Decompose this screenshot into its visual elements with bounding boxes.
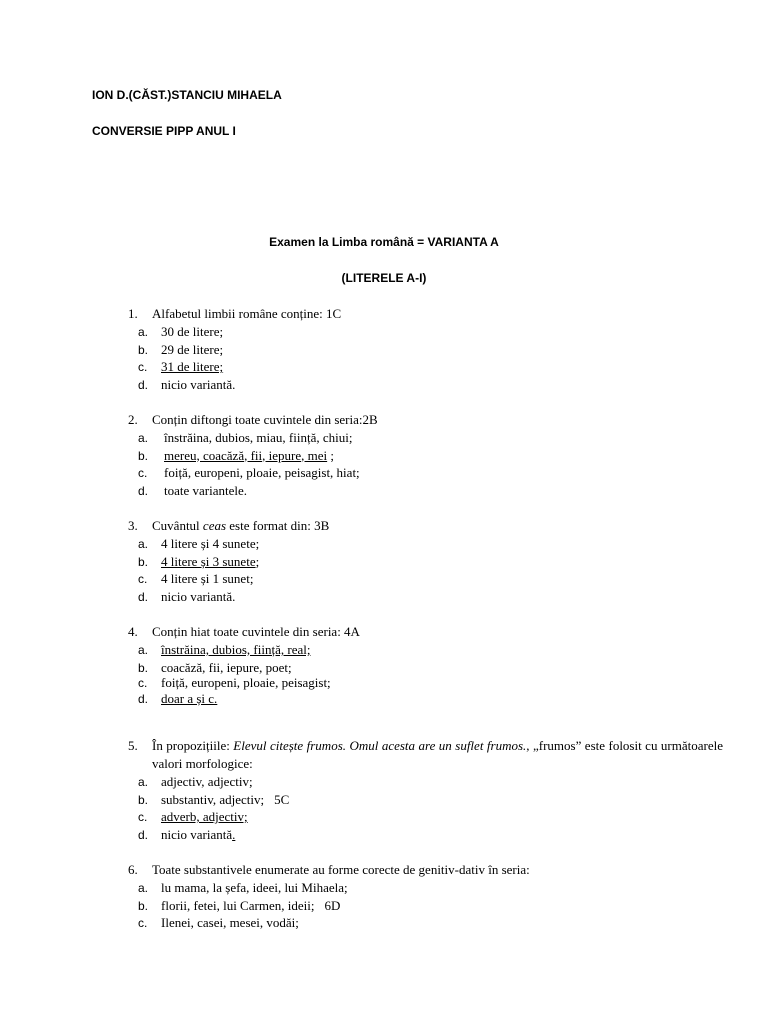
question-number: 4.: [128, 624, 138, 639]
option-c: c. adverb, adjectiv;: [138, 809, 248, 824]
question-2: [128, 411, 723, 499]
option-c: c. foiță, europeni, ploaie, peisagist;: [138, 675, 331, 690]
answer-code: 5C: [274, 791, 290, 807]
option-b: b. 4 litere și 3 sunete;: [138, 553, 260, 569]
question-3: [128, 517, 723, 605]
option-a: a. adjectiv, adjectiv;: [138, 774, 253, 789]
option-d: d. nicio variantă.: [138, 376, 236, 392]
program-name: CONVERSIE PIPP ANUL I: [92, 124, 236, 138]
question-text: Conțin diftongi toate cuvintele din seria:2B: [152, 412, 378, 427]
option-d: d. nicio variantă.: [138, 588, 236, 604]
option-d: d. doar a și c.: [138, 690, 218, 706]
student-name: ION D.(CĂST.)STANCIU MIHAELA: [92, 88, 282, 102]
option-b: b. 29 de litere;: [138, 341, 224, 357]
option-b: b. substantiv, adjectiv; 5C: [138, 791, 290, 807]
option-b: b. florii, fetei, lui Carmen, ideii; 6D: [138, 897, 341, 913]
option-c: c. Ilenei, casei, mesei, vodăi;: [138, 915, 299, 930]
option-a: a. 30 de litere;: [138, 324, 224, 339]
option-c: c. foiță, europeni, ploaie, peisagist, hiat;: [138, 465, 360, 480]
question-text: Alfabetul limbii române conține: 1C: [152, 306, 342, 321]
question-number: 5.: [128, 738, 138, 753]
question-number: 3.: [128, 518, 138, 533]
question-5: [128, 737, 723, 843]
exam-title: Examen la Limba română = VARIANTA A: [269, 235, 499, 249]
option-a: a. înstrăina, dubios, miau, ființă, chiui;: [138, 430, 353, 445]
question-number: 2.: [128, 412, 138, 427]
question-text: Toate substantivele enumerate au forme corecte de genitiv-dativ în seria:: [152, 862, 530, 877]
option-b: b. coacăză, fii, iepure, poet;: [138, 659, 292, 675]
question-text: Conțin hiat toate cuvintele din seria: 4A: [152, 624, 360, 639]
question-1: [128, 305, 723, 393]
option-b: b. mereu, coacăză, fii, iepure, mei ;: [138, 447, 335, 463]
option-a: a. înstrăina, dubios, ființă, real;: [138, 642, 311, 657]
answer-code: 6D: [324, 897, 341, 913]
question-number: 6.: [128, 862, 138, 877]
option-a: a. lu mama, la șefa, ideei, lui Mihaela;: [138, 880, 348, 895]
question-4: [128, 623, 723, 707]
question-text: În propozițiile: Elevul citește frumos. Omul acesta are un suflet frumos., „frumos” este folosit cu următoarele valori morfologice:: [152, 738, 723, 771]
exam-subtitle: (LITERELE A-I): [341, 271, 427, 285]
option-d: d. toate variantele.: [138, 482, 248, 498]
option-c: c. 31 de litere;: [138, 359, 224, 374]
question-6: [128, 861, 723, 932]
option-d: d. nicio variantă.: [138, 826, 236, 842]
option-a: a. 4 litere și 4 sunete;: [138, 536, 260, 551]
question-text: Cuvântul ceas este format din: 3B: [152, 518, 330, 533]
option-c: c. 4 litere și 1 sunet;: [138, 571, 254, 586]
question-number: 1.: [128, 306, 138, 321]
